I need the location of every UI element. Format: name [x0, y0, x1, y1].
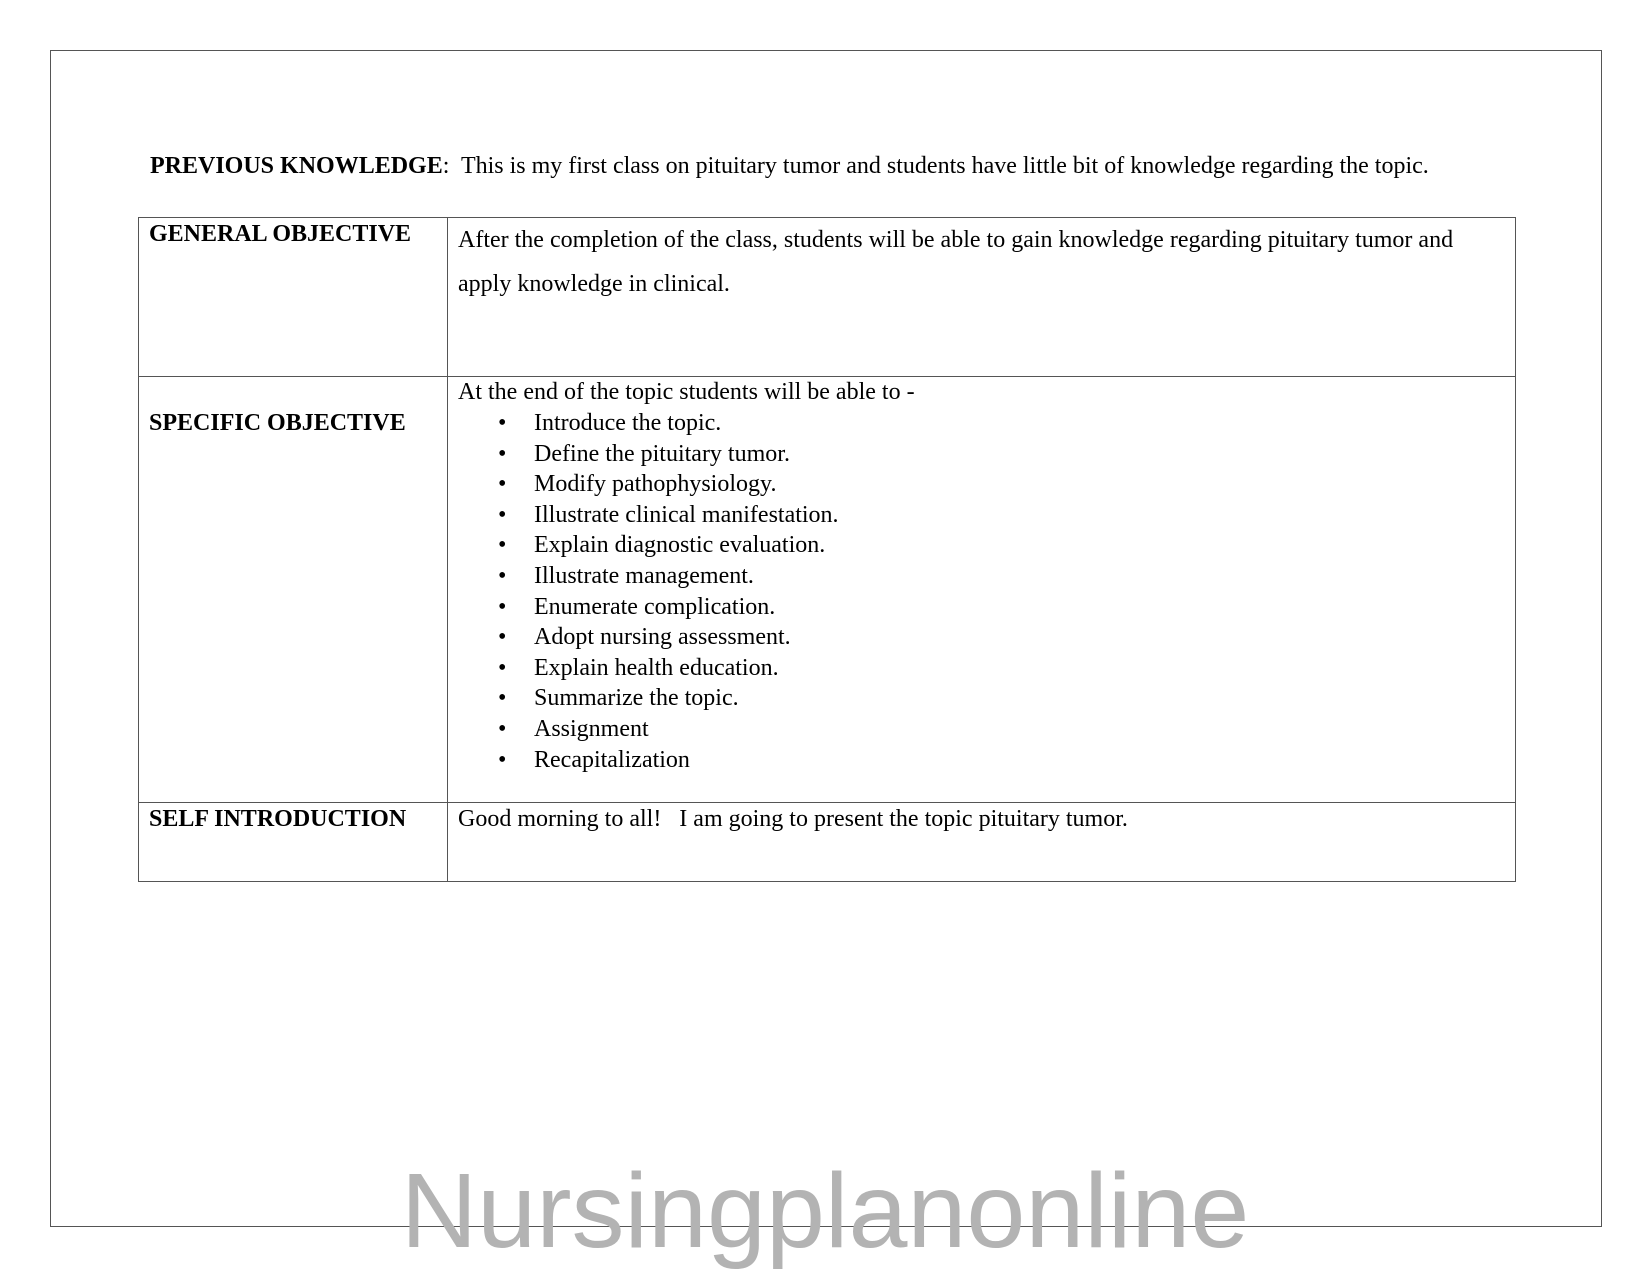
specific-objective-label-cell: [139, 377, 448, 803]
general-objective-content-cell: [448, 218, 1516, 377]
list-item: • Define the pituitary tumor.: [534, 439, 1505, 470]
list-item: • Explain diagnostic evaluation.: [534, 530, 1505, 561]
specific-objective-content-cell: [448, 377, 1516, 803]
general-objective-label: GENERAL OBJECTIVE: [149, 221, 412, 247]
table-row-general-objective: [139, 218, 1516, 377]
list-item: • Recapitalization: [534, 745, 1505, 776]
lesson-plan-table: [138, 217, 1516, 882]
specific-objective-label: SPECIFIC OBJECTIVE: [149, 410, 406, 436]
list-item: • Assignment: [534, 714, 1505, 745]
self-introduction-label-cell: [139, 803, 448, 882]
list-item: • Introduce the topic.: [534, 408, 1505, 439]
list-item: • Enumerate complication.: [534, 592, 1505, 623]
specific-objective-list: [458, 408, 1505, 775]
table-row-self-introduction: [139, 803, 1516, 882]
watermark: Nursingplanonline: [400, 1152, 1250, 1270]
table-row-specific-objective: [139, 377, 1516, 803]
self-introduction-content-cell: [448, 803, 1516, 882]
self-introduction-label: SELF INTRODUCTION: [149, 806, 407, 832]
previous-knowledge-label: PREVIOUS KNOWLEDGE: [150, 153, 443, 179]
previous-knowledge: [150, 150, 1429, 182]
list-item: • Adopt nursing assessment.: [534, 622, 1505, 653]
list-item: • Explain health education.: [534, 653, 1505, 684]
list-item: • Illustrate management.: [534, 561, 1505, 592]
previous-knowledge-text: : This is my first class on pituitary tumor and students have little bit of knowledge regarding the topic.: [442, 153, 1429, 179]
self-introduction-text: Good morning to all! I am going to present the topic pituitary tumor.: [458, 806, 1128, 832]
list-item: • Summarize the topic.: [534, 683, 1505, 714]
list-item: • Modify pathophysiology.: [534, 469, 1505, 500]
general-objective-label-cell: [139, 218, 448, 377]
general-objective-text: After the completion of the class, students will be able to gain knowledge regarding pituitary tumor and apply knowledge in clinical.: [458, 227, 1454, 297]
specific-objective-intro: At the end of the topic students will be able to -: [458, 379, 915, 405]
list-item: • Illustrate clinical manifestation.: [534, 500, 1505, 531]
